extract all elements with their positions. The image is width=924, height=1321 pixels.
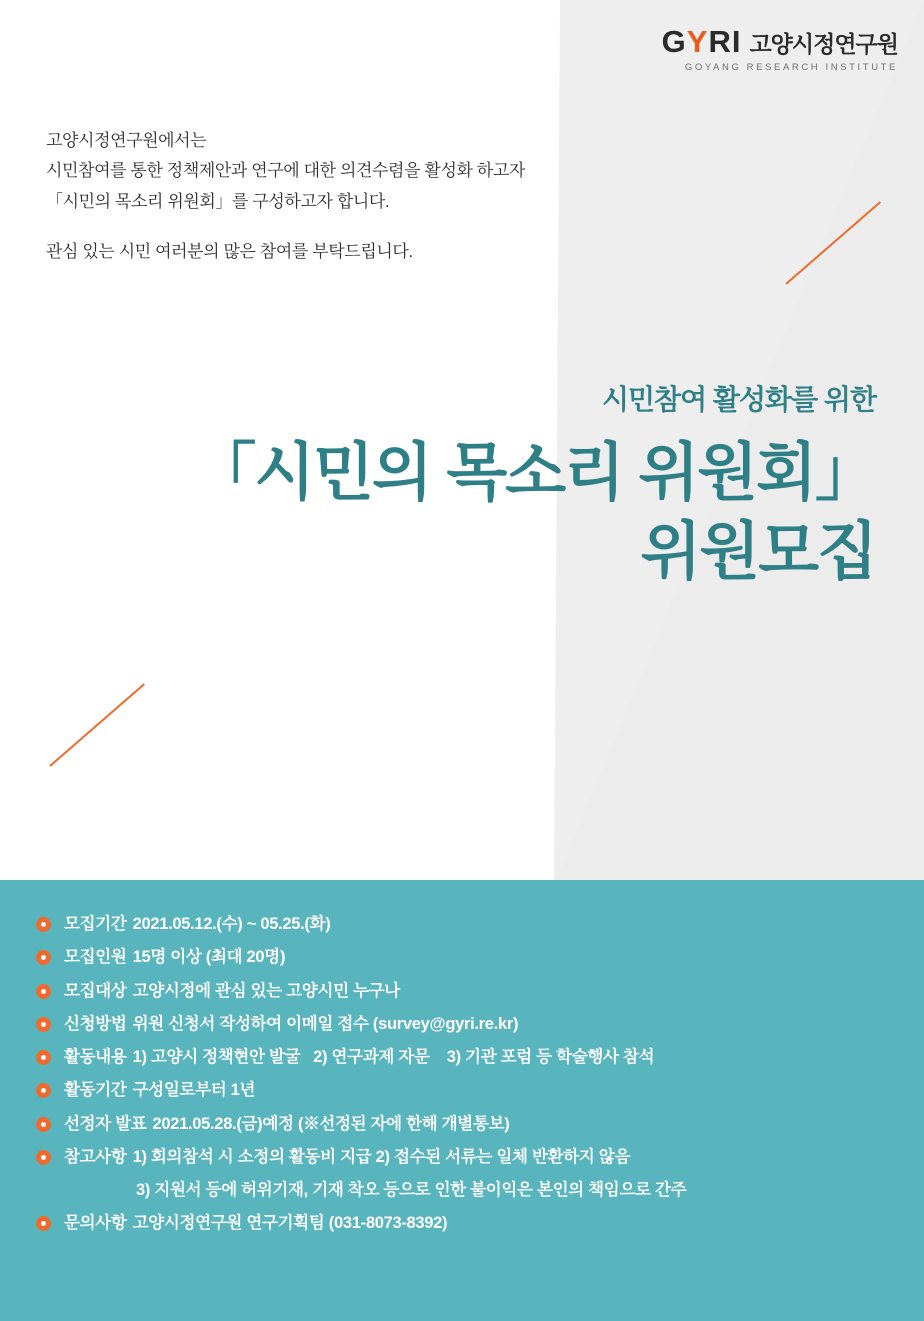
logo-mark-accent: Y (686, 24, 709, 59)
headline-block (193, 378, 876, 589)
detail-value: 1) 회의참석 시 소정의 활동비 지급 2) 접수된 서류는 일체 반환하지 않음 (132, 1147, 631, 1166)
detail-value: 15명 이상 (최대 20명) (132, 948, 286, 967)
detail-text (64, 945, 285, 970)
bullet-icon (36, 1216, 51, 1231)
detail-item (0, 1012, 924, 1037)
detail-label: 모집기간 (64, 915, 127, 933)
bullet-icon (36, 917, 51, 932)
detail-label: 문의사항 (64, 1214, 127, 1233)
detail-label: 모집대상 (64, 981, 127, 1000)
detail-value: 위원 신청서 작성하여 이메일 접수 (survey@gyri.re.kr) (132, 1014, 519, 1033)
detail-label: 참고사항 (64, 1147, 127, 1166)
headline-eyebrow: 시민참여 활성화를 위한 (601, 384, 876, 415)
detail-text (64, 1078, 255, 1103)
detail-label: 선정자 발표 (64, 1114, 147, 1133)
detail-text (64, 912, 330, 937)
logo-mark-before: G (661, 24, 687, 59)
detail-label: 활동기간 (64, 1081, 127, 1100)
detail-value: 고양시정연구원 연구기획팀 (031-8073-8392) (132, 1214, 448, 1233)
detail-item (0, 1145, 924, 1170)
intro-line-2: 시민참여를 통한 정책제안과 연구에 대한 의견수렴을 활성화 하고자 (46, 161, 525, 181)
detail-item (0, 912, 924, 937)
details-list (0, 912, 924, 1236)
detail-label: 신청방법 (64, 1014, 127, 1033)
detail-text (64, 1112, 509, 1137)
detail-text (64, 1045, 654, 1070)
headline-title-line-2: 위원모집 (640, 517, 876, 588)
intro-line-3: 「시민의 목소리 위원회」를 구성하고자 합니다. (46, 191, 390, 211)
bullet-icon (36, 1050, 51, 1065)
intro-spacer (46, 217, 525, 237)
detail-text (64, 1012, 518, 1037)
detail-text (64, 979, 400, 1004)
detail-value: 고양시정에 관심 있는 고양시민 누구나 (132, 981, 400, 1000)
bullet-icon (36, 984, 51, 999)
bullet-icon (36, 950, 51, 965)
detail-item (0, 979, 924, 1004)
detail-value: 2021.05.12.(수) ~ 05.25.(화) (132, 915, 331, 933)
logo-name-english: GOYANG RESEARCH INSTITUTE (684, 62, 898, 73)
orange-accent-line-bottom (49, 683, 145, 767)
intro-line-1: 고양시정연구원에서는 (46, 131, 207, 150)
detail-text (64, 1178, 686, 1203)
bullet-icon (36, 1017, 51, 1032)
institute-logo (662, 26, 898, 73)
detail-item (0, 1211, 924, 1236)
detail-item (0, 1078, 924, 1103)
detail-value: 2021.05.28.(금)예정 (※선정된 자에 한해 개별통보) (152, 1114, 510, 1133)
detail-value: 1) 고양시 정책현안 발굴 2) 연구과제 자문 3) 기관 포럼 등 학술행사 참석 (132, 1048, 655, 1066)
detail-value: 구성일로부터 1년 (132, 1081, 256, 1100)
detail-item (0, 1178, 924, 1203)
details-panel (0, 880, 924, 1321)
intro-line-4: 관심 있는 시민 여러분의 많은 참여를 부탁드립니다. (46, 241, 413, 261)
logo-name-korean: 고양시정연구원 (749, 31, 898, 57)
logo-wordmark-row (662, 26, 898, 57)
headline-title-line-1: 「시민의 목소리 위원회」 (193, 438, 876, 508)
bullet-icon (36, 1150, 51, 1165)
intro-paragraph (46, 126, 525, 267)
bullet-icon (36, 1117, 51, 1132)
detail-value: 3) 지원서 등에 허위기재, 기재 착오 등으로 인한 불이익은 본인의 책임으로 간주 (136, 1181, 687, 1199)
detail-item (0, 1112, 924, 1137)
detail-label: 활동내용 (64, 1048, 127, 1066)
detail-text (64, 1145, 630, 1170)
logo-mark-after: RI (708, 24, 742, 59)
bullet-icon (36, 1083, 51, 1098)
detail-item (0, 1045, 924, 1070)
detail-label: 모집인원 (64, 948, 127, 967)
detail-text (64, 1211, 447, 1236)
detail-item (0, 945, 924, 970)
logo-mark (662, 26, 742, 57)
